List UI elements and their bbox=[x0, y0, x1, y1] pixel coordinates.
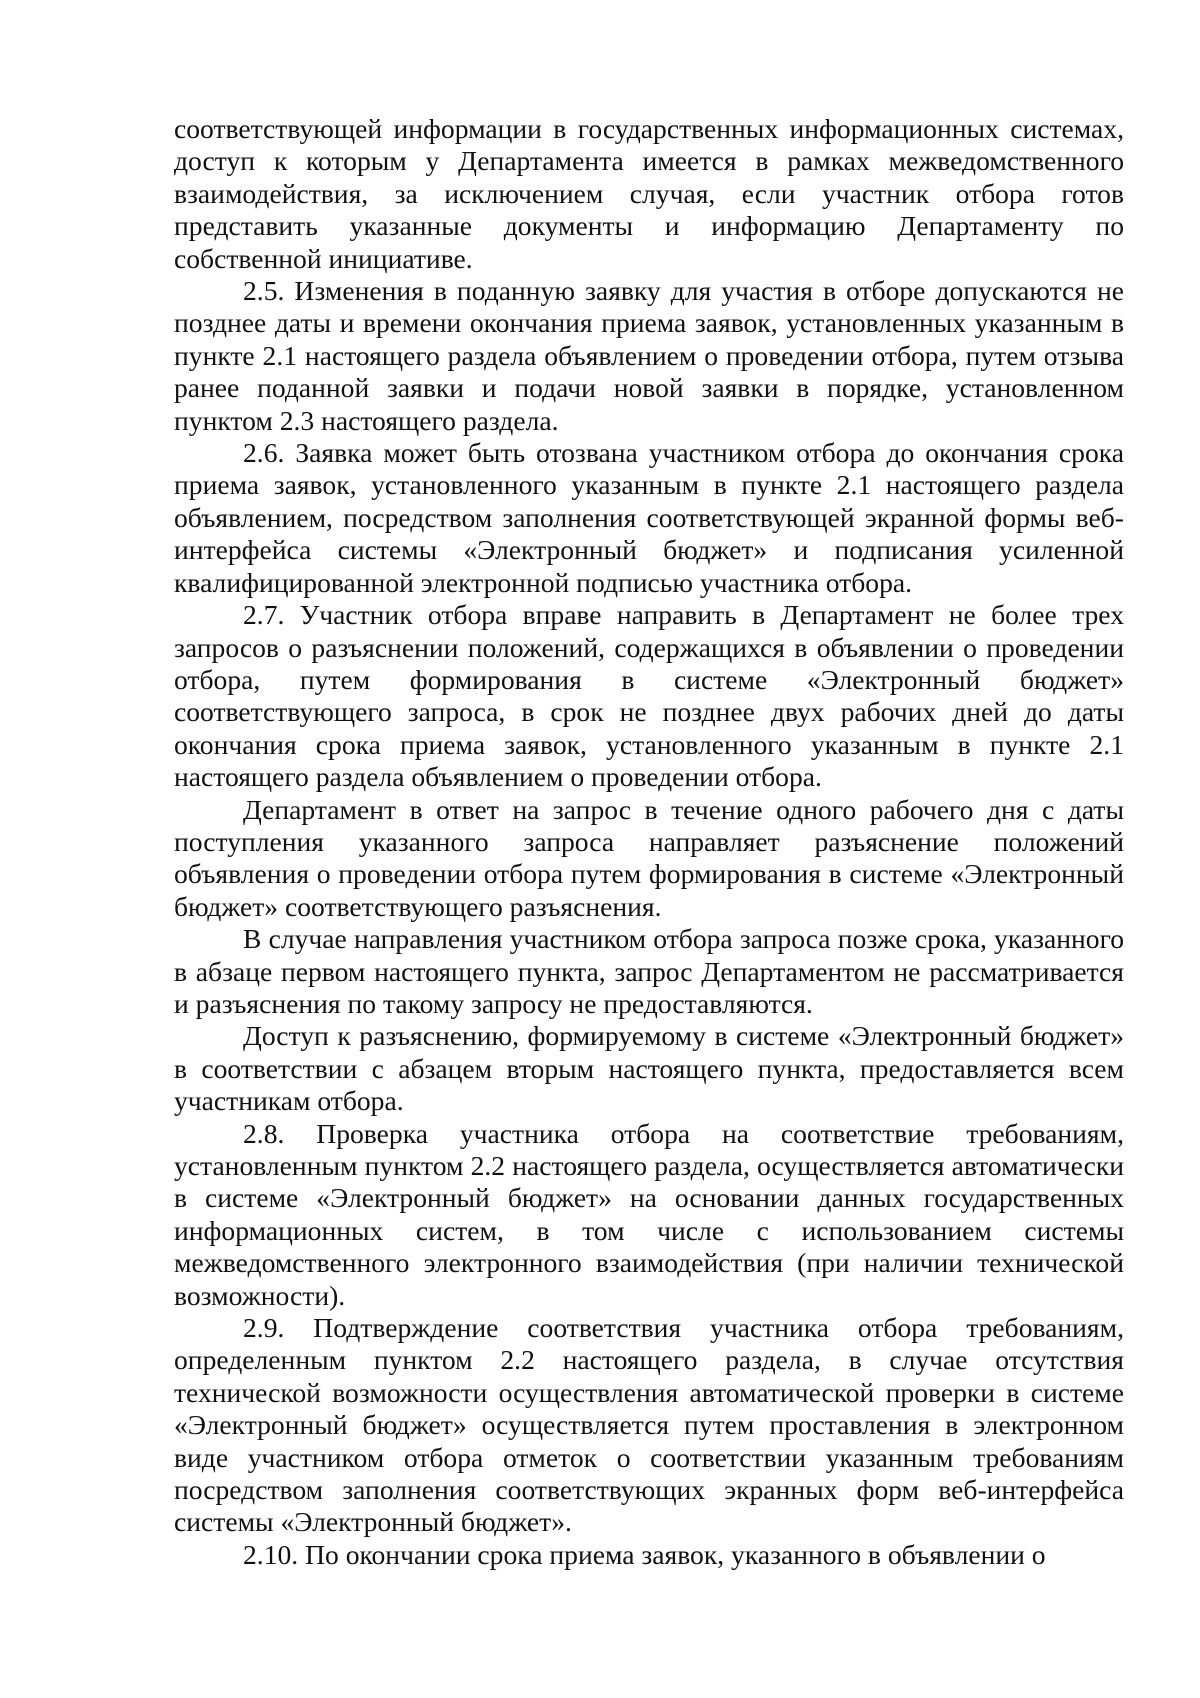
paragraph-2-7-access: Доступ к разъяснению, формируемому в системе «Электронный бюджет» в соответствии с абзацем вторым настоящего пункта, предоставляется всем участникам отбора. bbox=[174, 1020, 1124, 1117]
paragraph-2-9: 2.9. Подтверждение соответствия участника отбора требованиям, определенным пунктом 2.2 настоящего раздела, в случае отсутствия технической возможности осуществления автоматической проверки в системе «Электронный бюджет» осуществляется путем проставления в электронном виде участником отбора отметок о соответствии указанным требованиям посредством заполнения соответствующих экранных форм веб-интерфейса системы «Электронный бюджет». bbox=[174, 1312, 1124, 1538]
paragraph-continuation: соответствующей информации в государственных информационных системах, доступ к которым у Департамента имеется в рамках межведомственного взаимодействия, за исключением случая, если участник отбора готов представить указанные документы и информацию Департаменту по собственной инициативе. bbox=[174, 113, 1124, 274]
paragraph-2-5: 2.5. Изменения в поданную заявку для участия в отборе допускаются не позднее даты и времени окончания приема заявок, установленных указанным в пункте 2.1 настоящего раздела объявлением о проведении отбора, путем отзыва ранее поданной заявки и подачи новой заявки в порядке, установленном пунктом 2.3 настоящего раздела. bbox=[174, 275, 1124, 436]
paragraph-2-7: 2.7. Участник отбора вправе направить в Департамент не более трех запросов о разъяснении положений, содержащихся в объявлении о проведении отбора, путем формирования в системе «Электронный бюджет» соответствующего запроса, в срок не позднее двух рабочих дней до даты окончания срока приема заявок, установленного указанным в пункте 2.1 настоящего раздела объявлением о проведении отбора. bbox=[174, 599, 1124, 793]
paragraph-2-7-response: Департамент в ответ на запрос в течение одного рабочего дня с даты поступления указанного запроса направляет разъяснение положений объявления о проведении отбора путем формирования в системе «Электронный бюджет» соответствующего разъяснения. bbox=[174, 793, 1124, 922]
paragraph-2-7-late-request: В случае направления участником отбора запроса позже срока, указанного в абзаце первом настоящего пункта, запрос Департаментом не рассматривается и разъяснения по такому запросу не предоставляются. bbox=[174, 923, 1124, 1019]
paragraph-2-6: 2.6. Заявка может быть отозвана участником отбора до окончания срока приема заявок, установленного указанным в пункте 2.1 настоящего раздела объявлением, посредством заполнения соответствующей экранной формы веб-интерфейса системы «Электронный бюджет» и подписания усиленной квалифицированной электронной подписью участника отбора. bbox=[174, 437, 1124, 598]
document-page bbox=[174, 113, 1124, 1571]
paragraph-2-8: 2.8. Проверка участника отбора на соответствие требованиям, установленным пунктом 2.2 настоящего раздела, осуществляется автоматически в системе «Электронный бюджет» на основании данных государственных информационных систем, в том числе с использованием системы межведомственного электронного взаимодействия (при наличии технической возможности). bbox=[174, 1117, 1124, 1311]
paragraph-2-10: 2.10. По окончании срока приема заявок, указанного в объявлении о bbox=[243, 1538, 1046, 1570]
